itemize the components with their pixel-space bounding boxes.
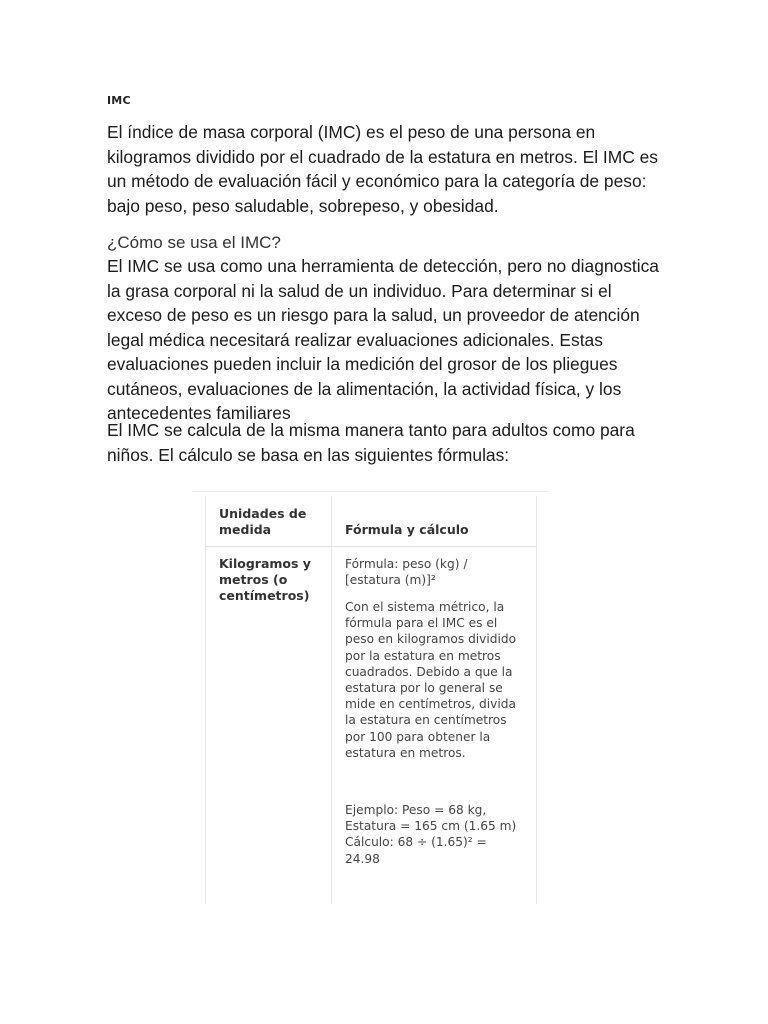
usage-paragraph: El IMC se usa como una herramienta de detección, pero no diagnostica la grasa corporal ni la salud de un individuo. Para determinar si el exceso de peso es un riesgo para la salud, un proveedor de atención legal médica necesitará realizar evaluaciones adicionales. Estas evaluaciones pueden incluir la medición del grosor de los pliegues cutáneos, evaluaciones de la alimentación, la actividad física, y los antecedentes familiares: [107, 256, 659, 423]
table-header-row: [206, 496, 536, 547]
cell-example: Ejemplo: Peso = 68 kg, Estatura = 165 cm (1.65 m) Cálculo: 68 ÷ (1.65)² = 24.98: [345, 803, 517, 866]
header-units: Unidades de medida: [219, 506, 307, 537]
calculation-paragraph: El IMC se calcula de la misma manera tanto para adultos como para niños. El cálculo se basa en las siguientes fórmulas:: [107, 420, 635, 465]
cell-formula: Fórmula: peso (kg) / [estatura (m)]²: [345, 557, 468, 588]
formula-table: [205, 496, 537, 904]
document-heading: IMC: [107, 94, 131, 107]
formula-table-image: [192, 491, 548, 904]
intro-paragraph: El índice de masa corporal (IMC) es el peso de una persona en kilogramos dividido por el cuadrado de la estatura en metros. El IMC es un método de evaluación fácil y económico para la categoría de peso: bajo peso, peso saludable, sobrepeso, y obesidad.: [107, 122, 658, 216]
column-divider: [331, 496, 332, 904]
cell-units: Kilogramos y metros (o centímetros): [219, 556, 311, 603]
section-subheading: ¿Cómo se usa el IMC?: [107, 233, 281, 252]
cell-explanation: Con el sistema métrico, la fórmula para el IMC es el peso en kilogramos dividido por la estatura en metros cuadrados. Debido a que la estatura por lo general se mide en centímetros, divida la estatura en centímetros por 100 para obtener la estatura en metros.: [345, 600, 517, 760]
header-formula: Fórmula y cálculo: [345, 522, 469, 537]
